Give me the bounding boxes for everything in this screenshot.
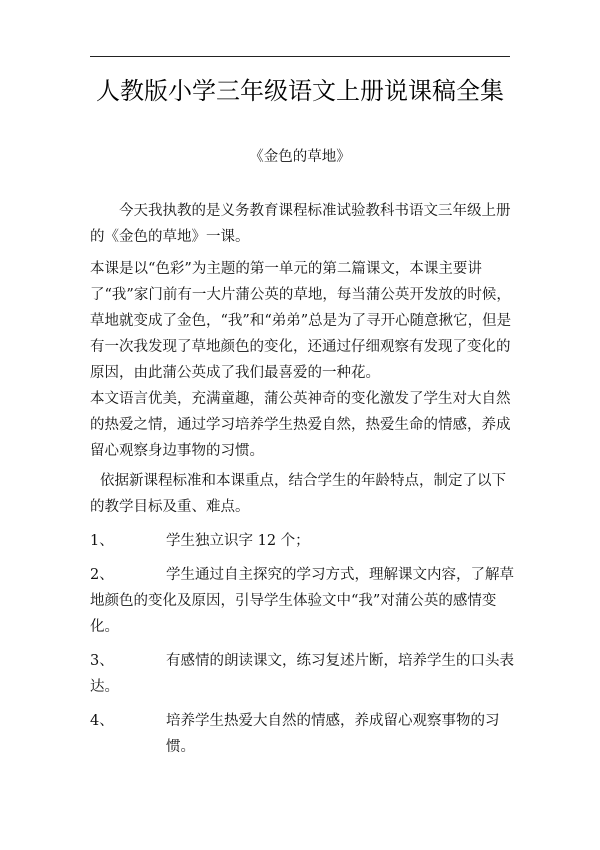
- intro-paragraph: 今天我执教的是义务教育课程标准试验教科书语文三年级上册的《金色的草地》一课。: [90, 203, 511, 245]
- goal-text: 学生通过自主探究的学习方式，理解课文内容，了解草地颜色的变化及原因，引导学生体验文中“我”对蒲公英的感情变化。: [90, 567, 514, 635]
- goal-text: 培养学生热爱大自然的情感，养成留心观察事物的习惯。: [166, 713, 500, 755]
- goal-number: 2、: [90, 567, 114, 583]
- header-rule: [90, 56, 510, 57]
- lesson-title: 《金色的草地》: [249, 149, 351, 165]
- goal-item-4: [90, 708, 520, 760]
- basis-paragraph: 依据新课程标准和本课重点，结合学生的年龄特点，制定了以下的教学目标及重、难点。: [90, 473, 506, 515]
- goal-number: 1、: [90, 533, 114, 549]
- document-body: [90, 198, 520, 768]
- goal-item-3: [90, 648, 520, 700]
- goal-number: 4、: [90, 713, 114, 729]
- goal-item-2: [90, 562, 520, 640]
- language-paragraph: 本文语言优美，充满童趣，蒲公英神奇的变化激发了学生对大自然的热爱之情，通过学习培养学生热爱自然，热爱生命的情感，养成留心观察身边事物的习惯。: [90, 391, 511, 459]
- goal-number: 3、: [90, 653, 114, 669]
- goal-text: 学生独立识字 12 个；: [166, 533, 310, 549]
- context-paragraph: 本课是以“色彩”为主题的第一单元的第二篇课文，本课主要讲了“我”家门前有一大片蒲公英的草地，每当蒲公英开发放的时候，草地就变成了金色，“我”和“弟弟”总是为了寻开心随意揪它，但是有一次我发现了草地颜色的变化，还通过仔细观察有发现了变化的原因，由此蒲公英成了我们最喜爱的一种花。: [90, 261, 512, 381]
- goal-text: 有感情的朗读课文，练习复述片断，培养学生的口头表达。: [90, 653, 514, 695]
- document-title: 人教版小学三年级语文上册说课稿全集: [96, 77, 504, 105]
- goal-item-1: [90, 528, 520, 554]
